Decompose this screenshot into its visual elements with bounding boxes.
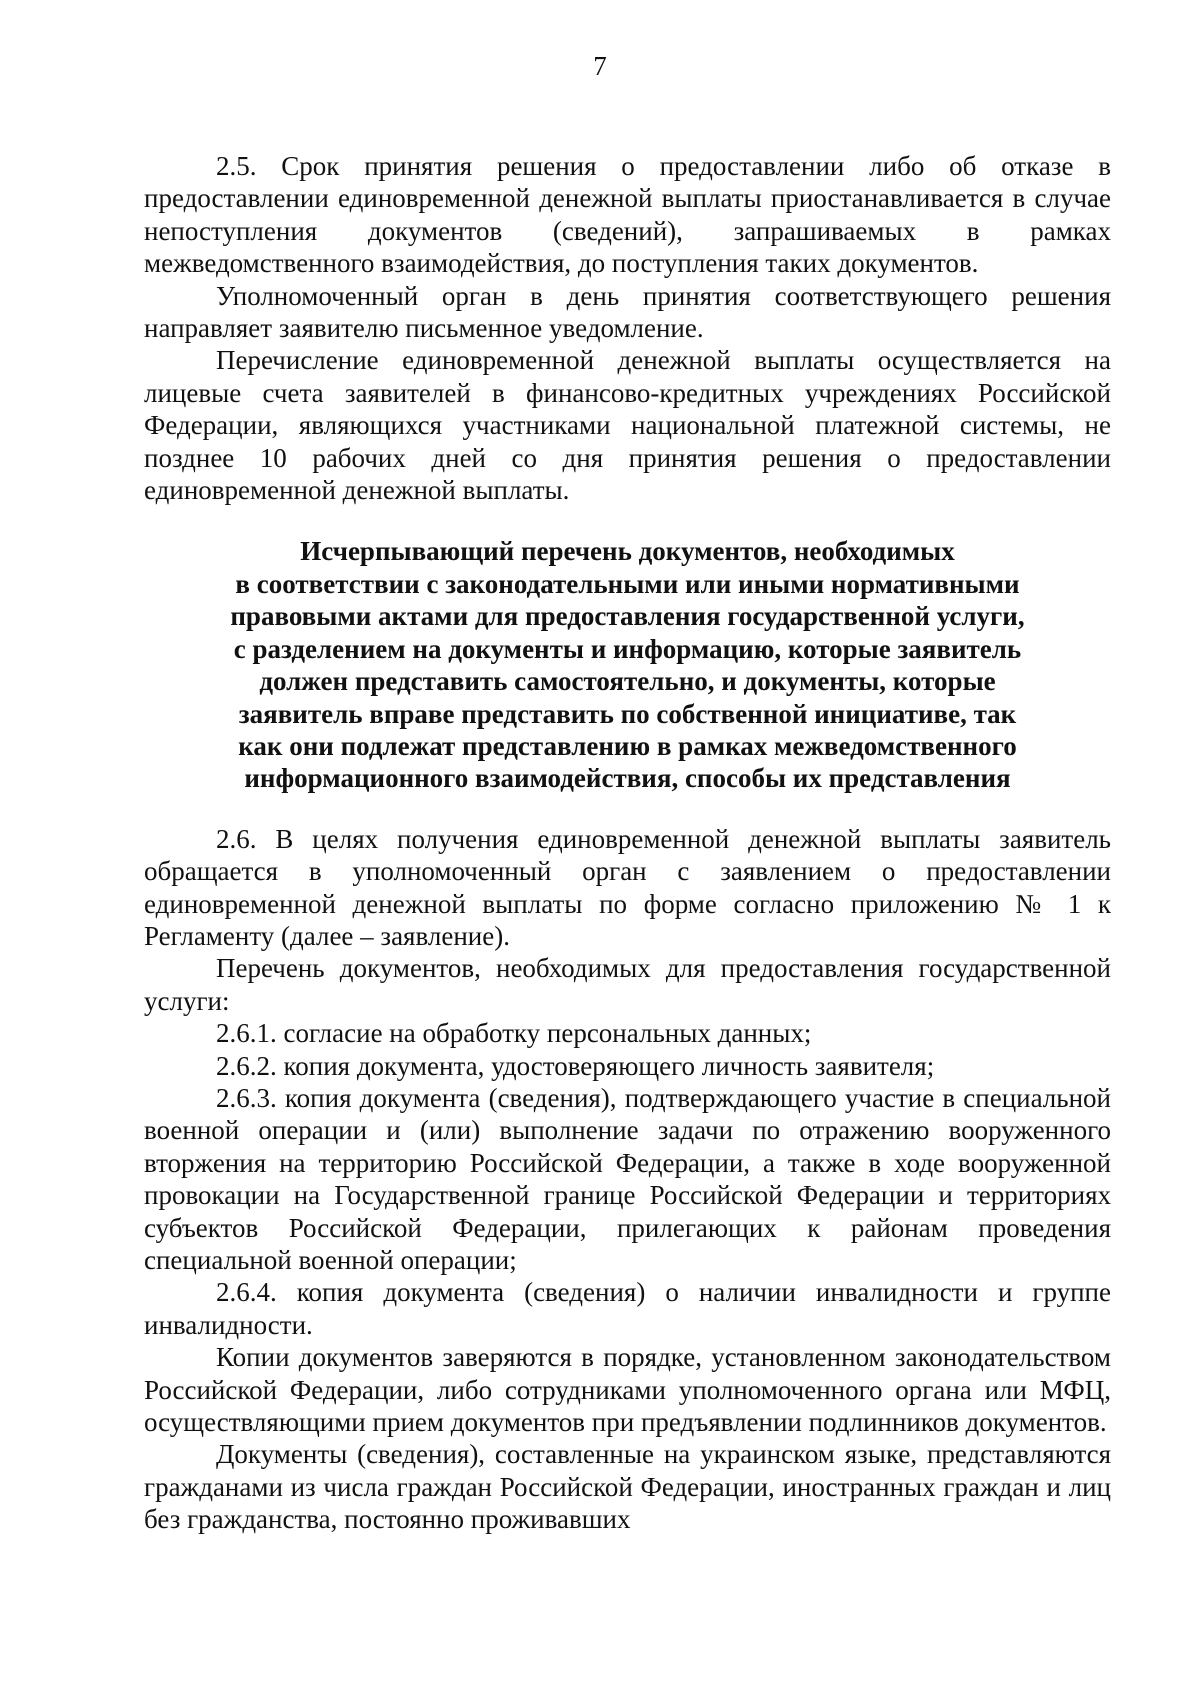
section-heading-line: заявитель вправе представить по собственной инициативе, так [238, 698, 1017, 729]
page-number: 7 [593, 51, 607, 81]
paragraph-certified-copies: Копии документов заверяются в порядке, установленном законодательством Российской Федерации, либо сотрудниками уполномоченного органа или МФЦ, осуществляющими прием документов при предъявлении подлинников документов. [144, 1342, 1111, 1438]
section-heading-line: в соответствии с законодательными или иными нормативными [235, 568, 1020, 599]
section-heading-line: Исчерпывающий перечень документов, необходимых [300, 536, 955, 567]
list-item-2-6-3: 2.6.3. копия документа (сведения), подтверждающего участие в специальной военной операции и (или) выполнение задачи по отражению вооруженного вторжения на территорию Российской Федерации, а также в ходе вооруженной провокации на Государственной границе Российской Федерации и территориях субъектов Российской Федерации, прилегающих к районам проведения специальной военной операции; [144, 1082, 1111, 1275]
paragraph-payment-transfer: Перечисление единовременной денежной выплаты осуществляется на лицевые счета заявителей в финансово-кредитных учреждениях Российской Федерации, являющихся участниками национальной платежной системы, не позднее 10 рабочих дней со дня принятия решения о предоставлении единовременной денежной выплаты. [144, 345, 1111, 506]
paragraph-notification: Уполномоченный орган в день принятия соответствующего решения направляет заявителю письменное уведомление. [144, 280, 1111, 344]
list-item-2-6-4: 2.6.4. копия документа (сведения) о наличии инвалидности и группе инвалидности. [144, 1277, 1111, 1340]
section-heading-line: информационного взаимодействия, способы их представления [244, 763, 1011, 794]
section-heading-line: как они подлежат представлению в рамках межведомственного [238, 730, 1017, 761]
paragraph-documents-list-intro: Перечень документов, необходимых для предоставления государственной услуги: [144, 953, 1111, 1016]
paragraph-2-5: 2.5. Срок принятия решения о предоставлении либо об отказе в предоставлении единовременной денежной выплаты приостанавливается в случае непоступления документов (сведений), запрашиваемых в рамках межведомственного взаимодействия, до поступления таких документов. [144, 151, 1111, 279]
paragraph-ukrainian-documents: Документы (сведения), составленные на украинском языке, представляются гражданами из числа граждан Российской Федерации, иностранных граждан и лиц без гражданства, постоянно проживавших [144, 1439, 1111, 1535]
list-item-2-6-1: 2.6.1. согласие на обработку персональных данных; [216, 1018, 812, 1049]
section-heading-line: с разделением на документы и информацию, которые заявитель [233, 633, 1022, 664]
list-item-2-6-2: 2.6.2. копия документа, удостоверяющего личность заявителя; [216, 1050, 935, 1081]
section-heading-line: правовыми актами для предоставления государственной услуги, [230, 601, 1025, 632]
paragraph-2-6: 2.6. В целях получения единовременной денежной выплаты заявитель обращается в уполномоченный орган с заявлением о предоставлении единовременной денежной выплаты по форме согласно приложению № 1 к Регламенту (далее – заявление). [144, 823, 1111, 951]
document-body [144, 150, 1111, 1536]
section-heading-line: должен представить самостоятельно, и документы, которые [259, 666, 996, 697]
section-heading [144, 535, 1111, 794]
